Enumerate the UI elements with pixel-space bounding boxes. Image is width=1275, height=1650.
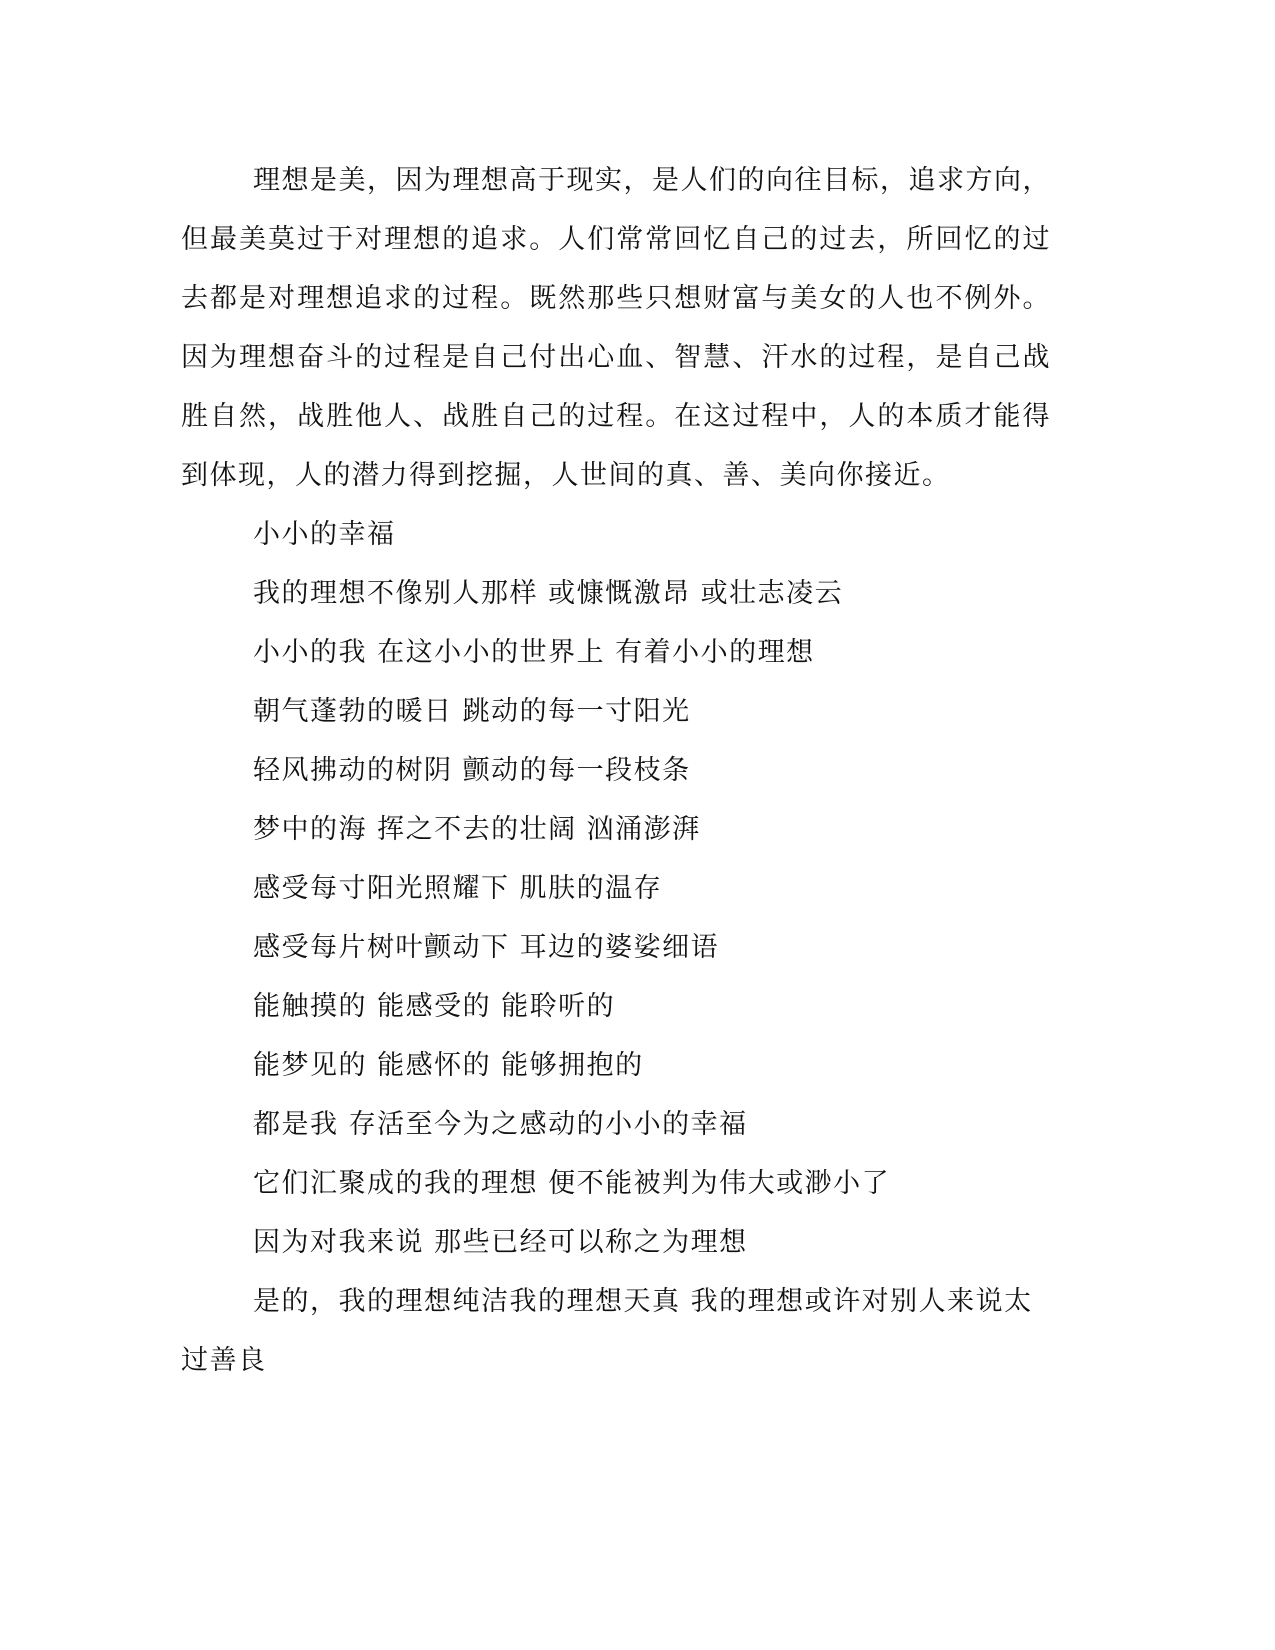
poem-line: 因为对我来说 那些已经可以称之为理想: [253, 1227, 748, 1258]
poem-line: 能触摸的 能感受的 能聆听的: [253, 991, 616, 1022]
document-body: [181, 151, 1051, 1390]
poem-line: 梦中的海 挥之不去的壮阔 汹涌澎湃: [253, 814, 701, 845]
poem-line: 它们汇聚成的我的理想 便不能被判为伟大或渺小了: [253, 1168, 891, 1199]
closing-paragraph: 是的，我的理想纯洁我的理想天真 我的理想或许对别人来说太过善良: [181, 1286, 1033, 1376]
poem-line: 我的理想不像别人那样 或慷慨激昂 或壮志凌云: [253, 578, 844, 609]
poem-line: 都是我 存活至今为之感动的小小的幸福: [253, 1109, 748, 1140]
intro-paragraph: 理想是美，因为理想高于现实，是人们的向往目标，追求方向，但最美莫过于对理想的追求。人们常常回忆自己的过去，所回忆的过去都是对理想追求的过程。既然那些只想财富与美女的人也不例外。因为理想奋斗的过程是自己付出心血、智慧、汗水的过程，是自己战胜自然，战胜他人、战胜自己的过程。在这过程中，人的本质才能得到体现，人的潜力得到挖掘，人世间的真、善、美向你接近。: [181, 165, 1051, 491]
poem-line: 感受每片树叶颤动下 耳边的婆娑细语: [253, 932, 720, 963]
poem-line: 能梦见的 能感怀的 能够拥抱的: [253, 1050, 644, 1081]
poem-line: 感受每寸阳光照耀下 肌肤的温存: [253, 873, 663, 904]
poem-title: 小小的幸福: [253, 519, 396, 550]
poem-line: 小小的我 在这小小的世界上 有着小小的理想: [253, 637, 815, 668]
poem-line: 轻风拂动的树阴 颤动的每一段枝条: [253, 755, 691, 786]
poem-line: 朝气蓬勃的暖日 跳动的每一寸阳光: [253, 696, 691, 727]
